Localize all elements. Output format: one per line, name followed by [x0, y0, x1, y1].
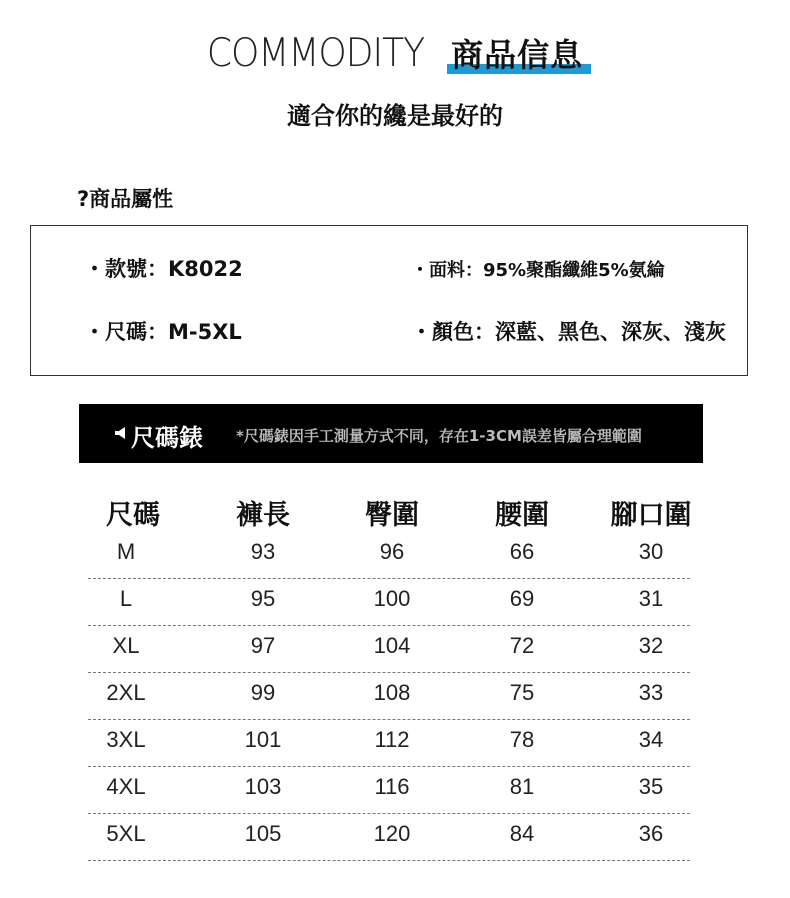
- table-cell: 5XL: [106, 821, 146, 846]
- table-cell: 96: [379, 539, 405, 564]
- table-cell: 78: [509, 727, 535, 752]
- table-cell: 101: [244, 727, 282, 752]
- table-row: [88, 532, 690, 579]
- column-header: 尺碼: [106, 500, 160, 531]
- attributes-box: [30, 225, 748, 376]
- table-header: [88, 488, 690, 532]
- attributes-title: ?商品屬性: [77, 187, 174, 211]
- table-row: [88, 814, 690, 861]
- size-chart-banner: [79, 404, 703, 463]
- column-header: 腳口圍: [610, 500, 692, 531]
- table-cell: 36: [638, 821, 664, 846]
- column-header: 褲長: [236, 500, 290, 531]
- attr-size: ・尺碼：M-5XL: [84, 320, 242, 344]
- table-cell: 116: [374, 774, 410, 799]
- attr-fabric: ・面料：95%聚酯纖維5%氨綸: [411, 260, 665, 281]
- column-header: 腰圍: [495, 500, 549, 531]
- table-cell: 100: [373, 586, 411, 611]
- table-cell: 72: [509, 633, 535, 658]
- table-cell: 99: [250, 680, 276, 705]
- table-cell: 2XL: [106, 680, 146, 705]
- table-cell: 75: [509, 680, 535, 705]
- table-cell: 34: [638, 727, 664, 752]
- table-cell: 93: [250, 539, 276, 564]
- speaker-icon: [114, 426, 128, 440]
- title-english: COMMODITY: [206, 30, 425, 76]
- table-cell: 97: [250, 633, 276, 658]
- table-cell: 105: [244, 821, 282, 846]
- size-table: [88, 488, 690, 861]
- table-row: [88, 579, 690, 626]
- table-row: [88, 673, 690, 720]
- table-cell: 103: [244, 774, 282, 799]
- table-cell: 69: [509, 586, 535, 611]
- table-cell: 30: [638, 539, 664, 564]
- table-cell: 3XL: [106, 727, 146, 752]
- table-cell: 33: [638, 680, 664, 705]
- subtitle: 適合你的纔是最好的: [287, 102, 503, 130]
- table-cell: 95: [250, 586, 276, 611]
- title-chinese-wrap: [451, 30, 583, 76]
- column-header: 臀圍: [365, 500, 419, 531]
- attr-style-no: ・款號：K8022: [84, 257, 243, 281]
- table-cell: 66: [509, 539, 535, 564]
- table-cell: M: [116, 539, 136, 564]
- table-cell: 120: [373, 821, 411, 846]
- table-cell: 108: [373, 680, 411, 705]
- table-row: [88, 767, 690, 814]
- table-cell: 81: [509, 774, 535, 799]
- table-cell: 84: [509, 821, 535, 846]
- size-chart-note: *尺碼錶因手工測量方式不同，存在1-3CM誤差皆屬合理範圍: [236, 427, 642, 445]
- table-cell: 112: [374, 727, 410, 752]
- table-cell: XL: [112, 633, 140, 658]
- table-cell: 104: [373, 633, 411, 658]
- table-row: [88, 626, 690, 673]
- size-chart-title: 尺碼錶: [131, 424, 203, 452]
- title-chinese: 商品信息: [451, 36, 584, 74]
- attr-color: ・顏色：深藍、黑色、深灰、淺灰: [411, 320, 726, 344]
- table-cell: 35: [638, 774, 664, 799]
- table-cell: 4XL: [106, 774, 146, 799]
- table-cell: 32: [638, 633, 664, 658]
- table-row: [88, 720, 690, 767]
- table-cell: L: [119, 586, 133, 611]
- table-body: [88, 532, 690, 861]
- page-header: [0, 30, 790, 76]
- table-cell: 31: [638, 586, 664, 611]
